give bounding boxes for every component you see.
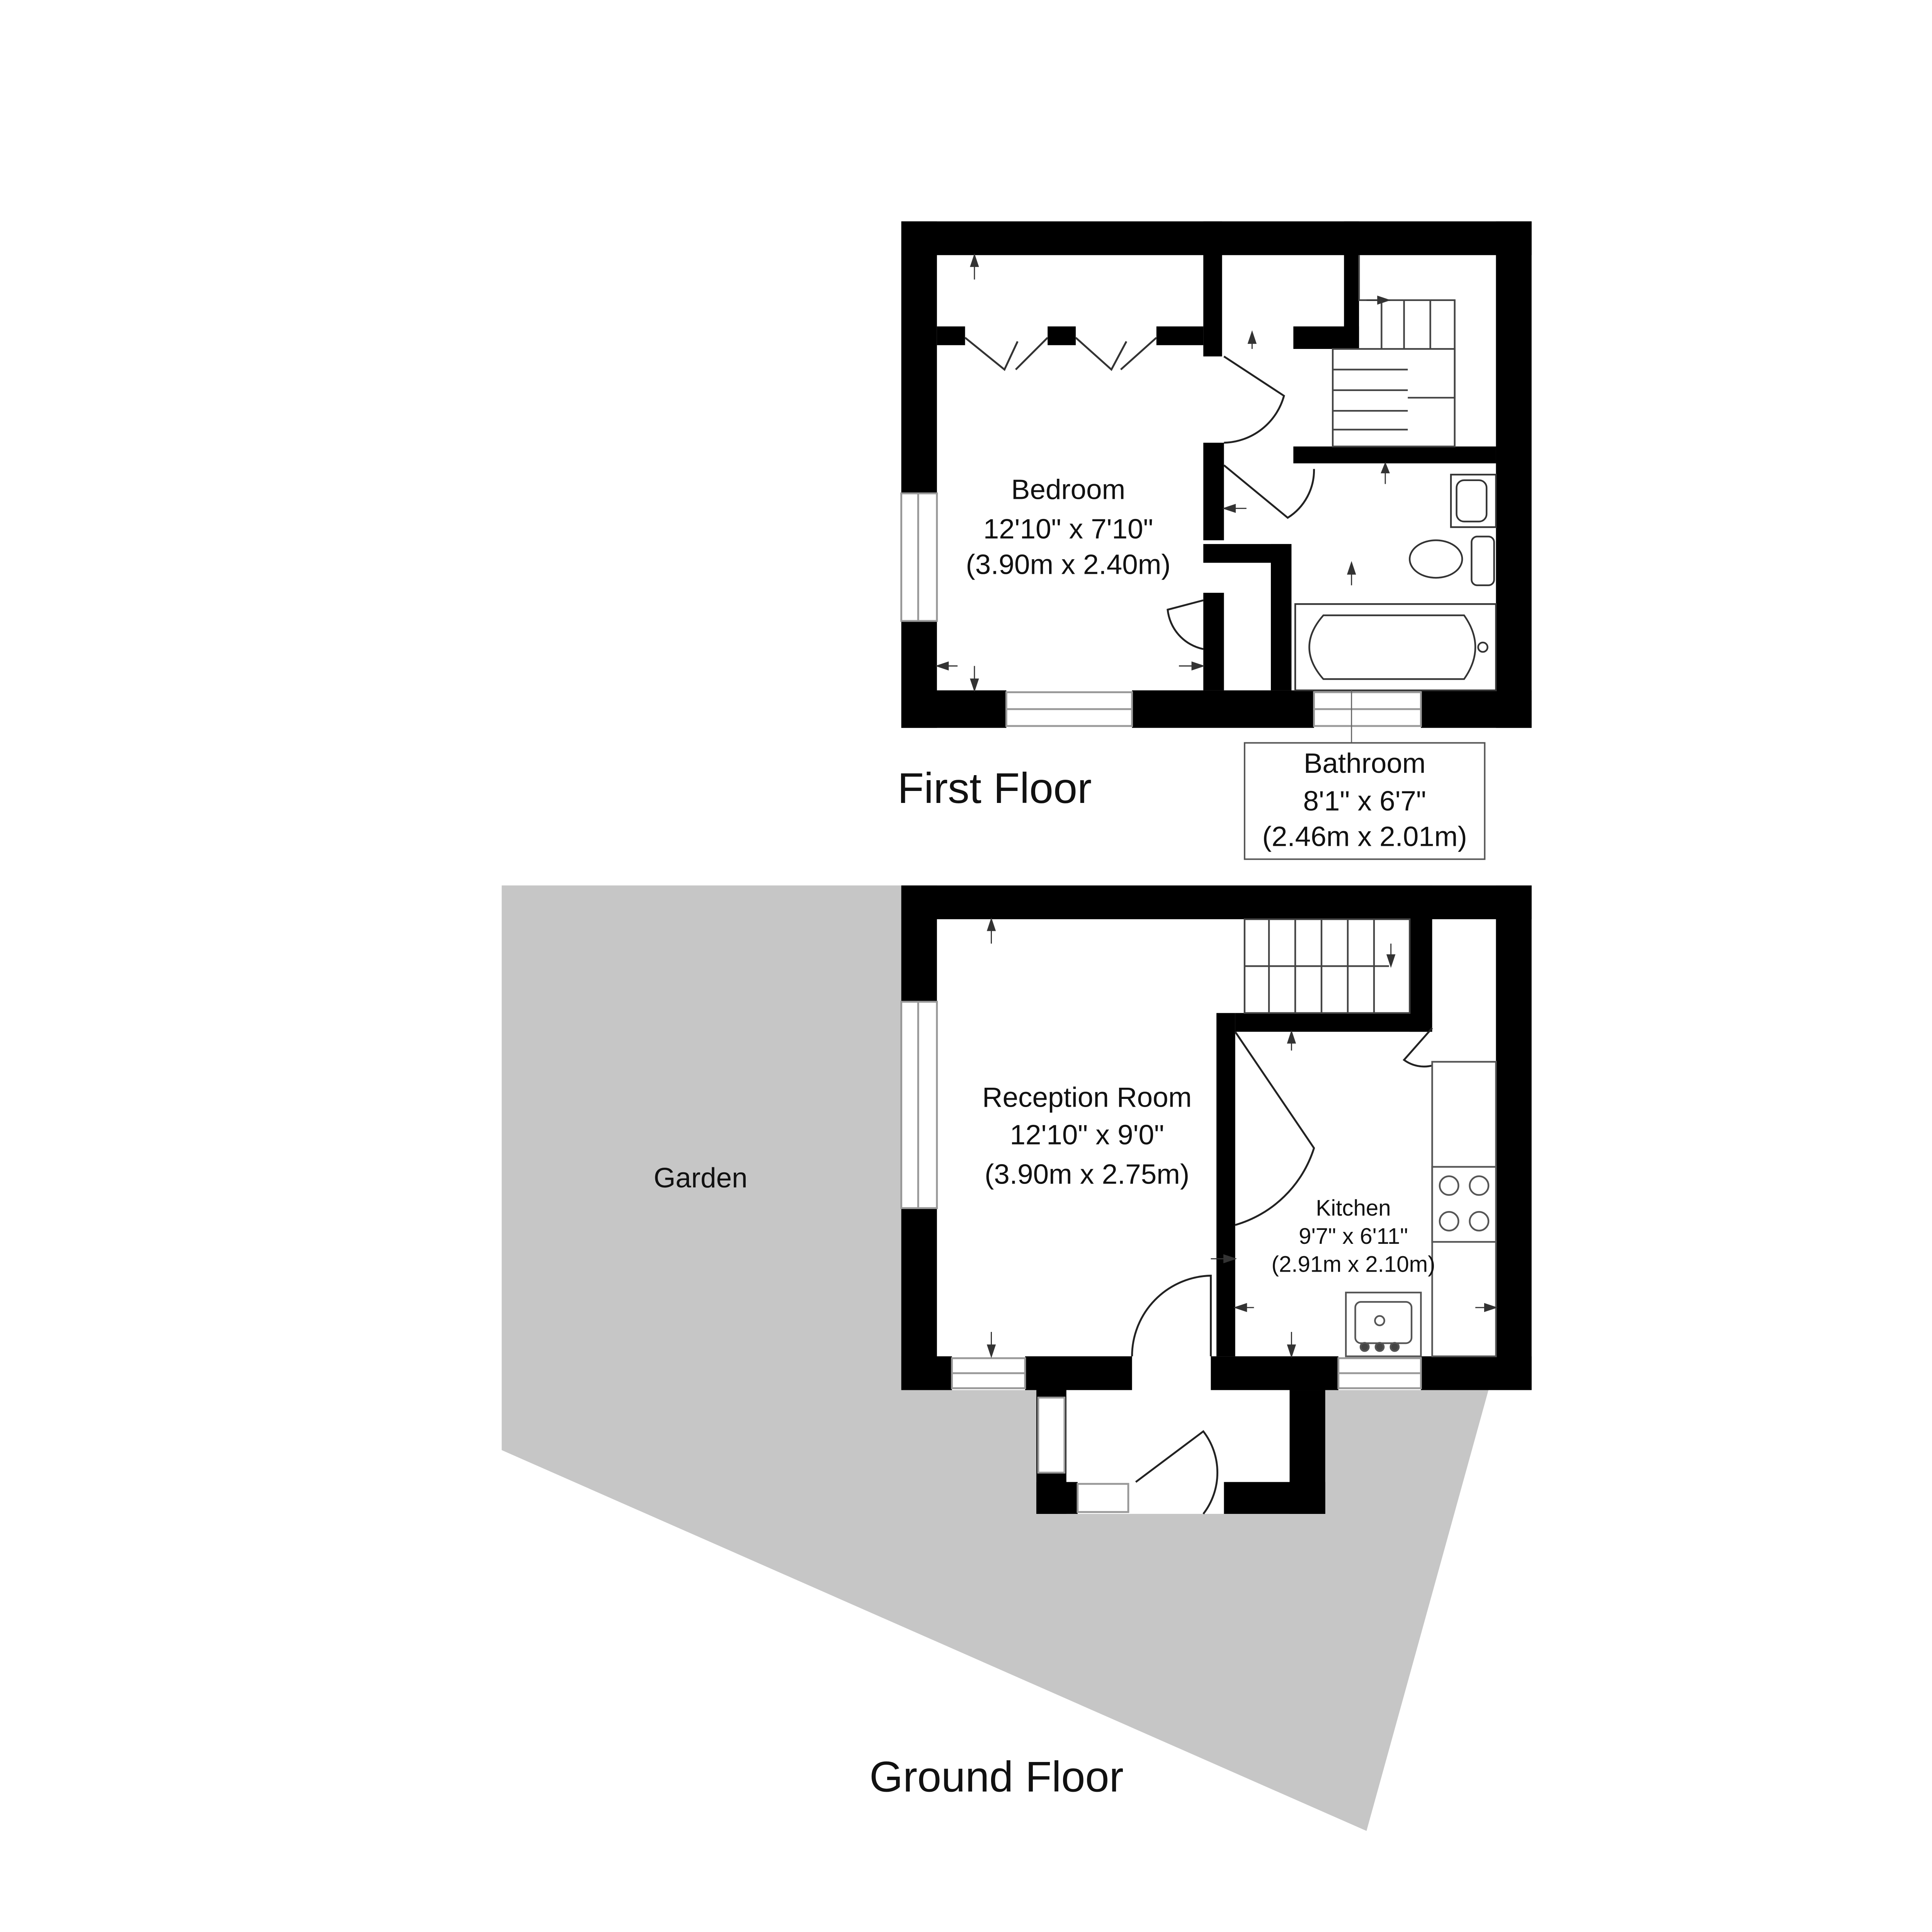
bedroom-size-metric: (3.90m x 2.40m) xyxy=(966,549,1171,580)
ground-floor-plan xyxy=(502,886,1531,1831)
bedroom-name: Bedroom xyxy=(1011,474,1126,505)
kitchen-size-metric: (2.91m x 2.10m) xyxy=(1271,1252,1435,1277)
toilet xyxy=(1410,540,1462,578)
bedroom-size-imperial: 12'10" x 7'10" xyxy=(983,513,1153,545)
reception-size-metric: (3.90m x 2.75m) xyxy=(985,1158,1190,1190)
ground-floor-stairs xyxy=(1245,919,1410,1013)
reception-size-imperial: 12'10" x 9'0" xyxy=(1010,1119,1164,1151)
ground-floor-label: Ground Floor xyxy=(869,1752,1124,1801)
first-floor-doors xyxy=(1168,356,1314,649)
reception-name: Reception Room xyxy=(982,1082,1192,1113)
first-floor-label: First Floor xyxy=(897,764,1092,812)
kitchen-name: Kitchen xyxy=(1316,1196,1391,1221)
bathroom-size-imperial: 8'1" x 6'7" xyxy=(1303,785,1426,817)
kitchen-size-imperial: 9'7" x 6'11" xyxy=(1299,1223,1408,1249)
bathroom-fixtures xyxy=(1295,474,1496,690)
bathroom-name: Bathroom xyxy=(1303,748,1426,779)
hob xyxy=(1432,1167,1496,1242)
bathroom-size-metric: (2.46m x 2.01m) xyxy=(1262,821,1467,852)
garden-label: Garden xyxy=(653,1162,748,1194)
